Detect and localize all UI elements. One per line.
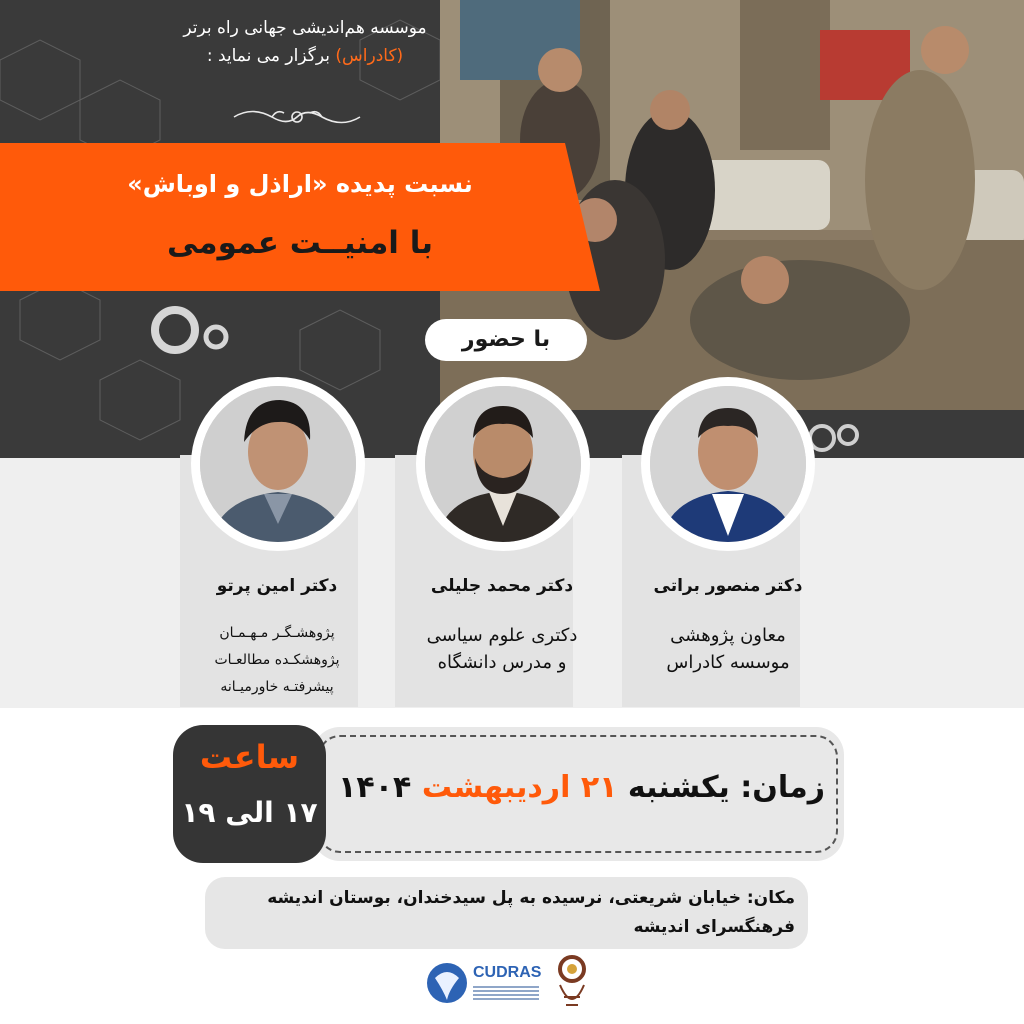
cudras-logo-text: CUDRAS xyxy=(473,964,542,981)
place-line: مکان: خیابان شریعتی، نرسیده به پل سیدخندان، بوستان اندیشه xyxy=(267,888,795,908)
institute-abbrev: (کادراس) xyxy=(335,46,404,66)
speaker-avatar xyxy=(416,377,590,551)
cudras-logo xyxy=(425,960,545,1006)
institute-name: موسسه هم‌اندیشی جهانی راه برتر xyxy=(183,18,427,38)
organizer-text xyxy=(140,14,470,70)
rings-icon xyxy=(150,303,232,357)
speaker-role-line: و مدرس دانشگاه xyxy=(437,652,567,673)
speaker-role xyxy=(172,620,382,701)
speaker-role-line: پژوهشکـده مطالعـات xyxy=(214,652,340,668)
speaker-name: دکتر امین پرتو xyxy=(216,576,338,596)
ornament-icon xyxy=(232,104,362,130)
speaker-role-line: پژوهشـگـر مـهـمـان xyxy=(219,625,335,641)
speaker-avatar xyxy=(191,377,365,551)
event-time xyxy=(330,770,825,805)
speaker-role-line: پیشرفتـه خاورمیـانه xyxy=(220,679,334,695)
speaker-role xyxy=(397,622,607,676)
speaker-role xyxy=(623,622,833,676)
time-day: یکشنبه xyxy=(627,770,730,805)
hour-label: ساعت xyxy=(199,738,300,776)
speaker-role-line: دکتری علوم سیاسی xyxy=(426,625,578,646)
speaker-name: دکتر منصور براتی xyxy=(653,576,803,596)
place-line: فرهنگسرای اندیشه xyxy=(633,917,795,937)
organizer-line xyxy=(140,42,470,70)
rings-icon-small xyxy=(808,420,860,454)
culture-house-logo xyxy=(552,953,592,1017)
hour-range: ۱۷ الی ۱۹ xyxy=(181,796,318,829)
title-banner xyxy=(0,143,600,291)
time-year: ۱۴۰۴ xyxy=(338,770,412,805)
time-label: زمان: xyxy=(740,770,825,805)
event-place xyxy=(215,884,795,942)
speaker-name: دکتر محمد جلیلی xyxy=(430,576,574,596)
title-line-2: با امنیــت عمومی xyxy=(167,225,433,261)
title-line-1: نسبت پدیده «اراذل و اوباش» xyxy=(127,170,473,198)
organizer-suffix: برگزار می نماید : xyxy=(206,46,330,66)
speaker-avatar xyxy=(641,377,815,551)
with-presence-badge: با حضور xyxy=(425,319,587,361)
time-date: ۲۱ اردیبهشت xyxy=(421,770,618,805)
cudras-logo-subtext xyxy=(473,986,539,1000)
speaker-role-line: معاون پژوهشی xyxy=(670,625,786,646)
speaker-role-line: موسسه کادراس xyxy=(666,652,790,673)
